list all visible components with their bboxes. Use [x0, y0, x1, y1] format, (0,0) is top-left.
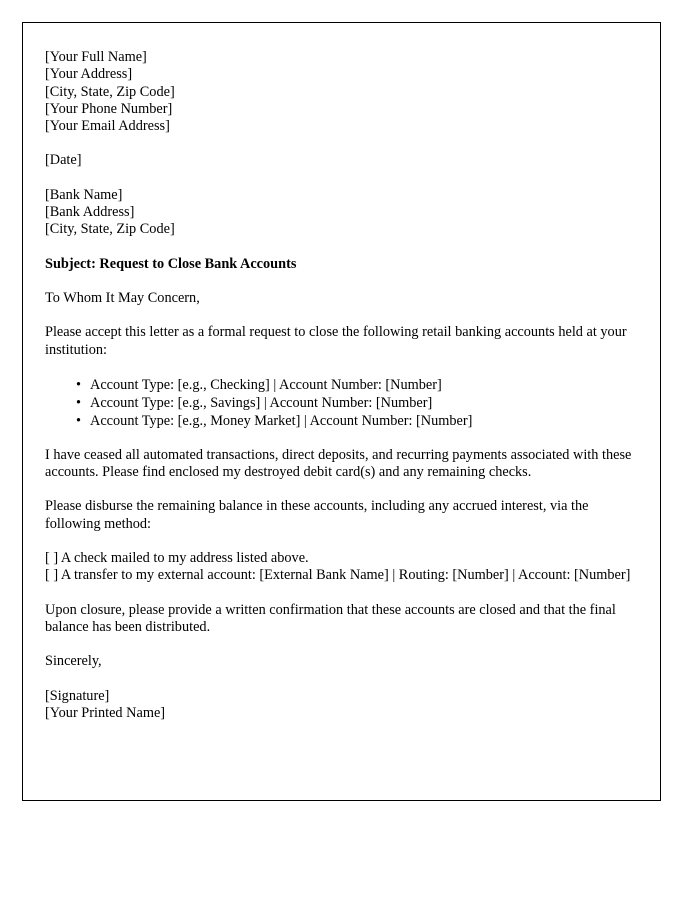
disbursement-option-check-by-mail[interactable]: [ ] A check mailed to my address listed above.: [45, 550, 309, 567]
disbursement-options: [45, 550, 642, 585]
account-number-label: Account Number: [Number]: [309, 412, 473, 429]
account-type-label: Account Type: [e.g., Savings]: [90, 394, 261, 411]
sender-email-address: [Your Email Address]: [45, 118, 170, 135]
field-separator: |: [260, 394, 270, 411]
account-number-label: Account Number: [Number]: [269, 394, 433, 411]
list-item: [45, 412, 642, 430]
bullet-icon: •: [76, 394, 82, 411]
recipient-city-state-zip: [City, State, Zip Code]: [45, 221, 175, 238]
sender-address-block: [45, 49, 642, 135]
account-type-label: Account Type: [e.g., Money Market]: [90, 412, 301, 429]
bullet-icon: •: [76, 412, 82, 429]
field-separator: |: [269, 376, 280, 393]
sender-street-address: [Your Address]: [45, 66, 133, 83]
account-type-label: Account Type: [e.g., Checking]: [90, 376, 270, 393]
letter-date: [Date]: [45, 152, 82, 169]
recipient-bank-name: [Bank Name]: [45, 186, 123, 203]
accounts-list: [45, 376, 642, 430]
date-block: [45, 152, 642, 169]
list-item: [45, 376, 642, 394]
list-item: [45, 394, 642, 412]
sender-phone-number: [Your Phone Number]: [45, 100, 173, 117]
printed-name-placeholder: [Your Printed Name]: [45, 704, 166, 721]
recipient-address-block: [45, 187, 642, 239]
salutation: To Whom It May Concern,: [45, 289, 200, 306]
disbursement-option-external-transfer[interactable]: [ ] A transfer to my external account: [External Bank Name] | Routing: [Number] | Account: [Number]: [45, 567, 631, 584]
signature-block: [45, 688, 642, 723]
confirmation-paragraph: Upon closure, please provide a written confirmation that these accounts are closed and that the final balance has been distributed.: [45, 601, 616, 635]
account-number-label: Account Number: [Number]: [279, 376, 442, 393]
closing-salutation: Sincerely,: [45, 653, 102, 670]
intro-paragraph: Please accept this letter as a formal request to close the following retail banking accounts held at your institution:: [45, 324, 627, 358]
bullet-icon: •: [76, 376, 82, 393]
ceased-transactions-paragraph: I have ceased all automated transactions, direct deposits, and recurring payments associated with these accounts. Please find enclosed my destroyed debit card(s) and any remaining checks.: [45, 446, 632, 481]
letter-page: [22, 22, 661, 801]
disbursement-paragraph: Please disburse the remaining balance in these accounts, including any accrued interest, via the following method:: [45, 498, 589, 532]
sender-name: [Your Full Name]: [45, 49, 147, 65]
signature-placeholder: [Signature]: [45, 687, 110, 704]
sender-city-state-zip: [City, State, Zip Code]: [45, 83, 175, 100]
field-separator: |: [300, 412, 310, 429]
recipient-bank-address: [Bank Address]: [45, 204, 135, 221]
letter-body: [23, 23, 660, 722]
subject-line: Subject: Request to Close Bank Accounts: [45, 255, 297, 272]
